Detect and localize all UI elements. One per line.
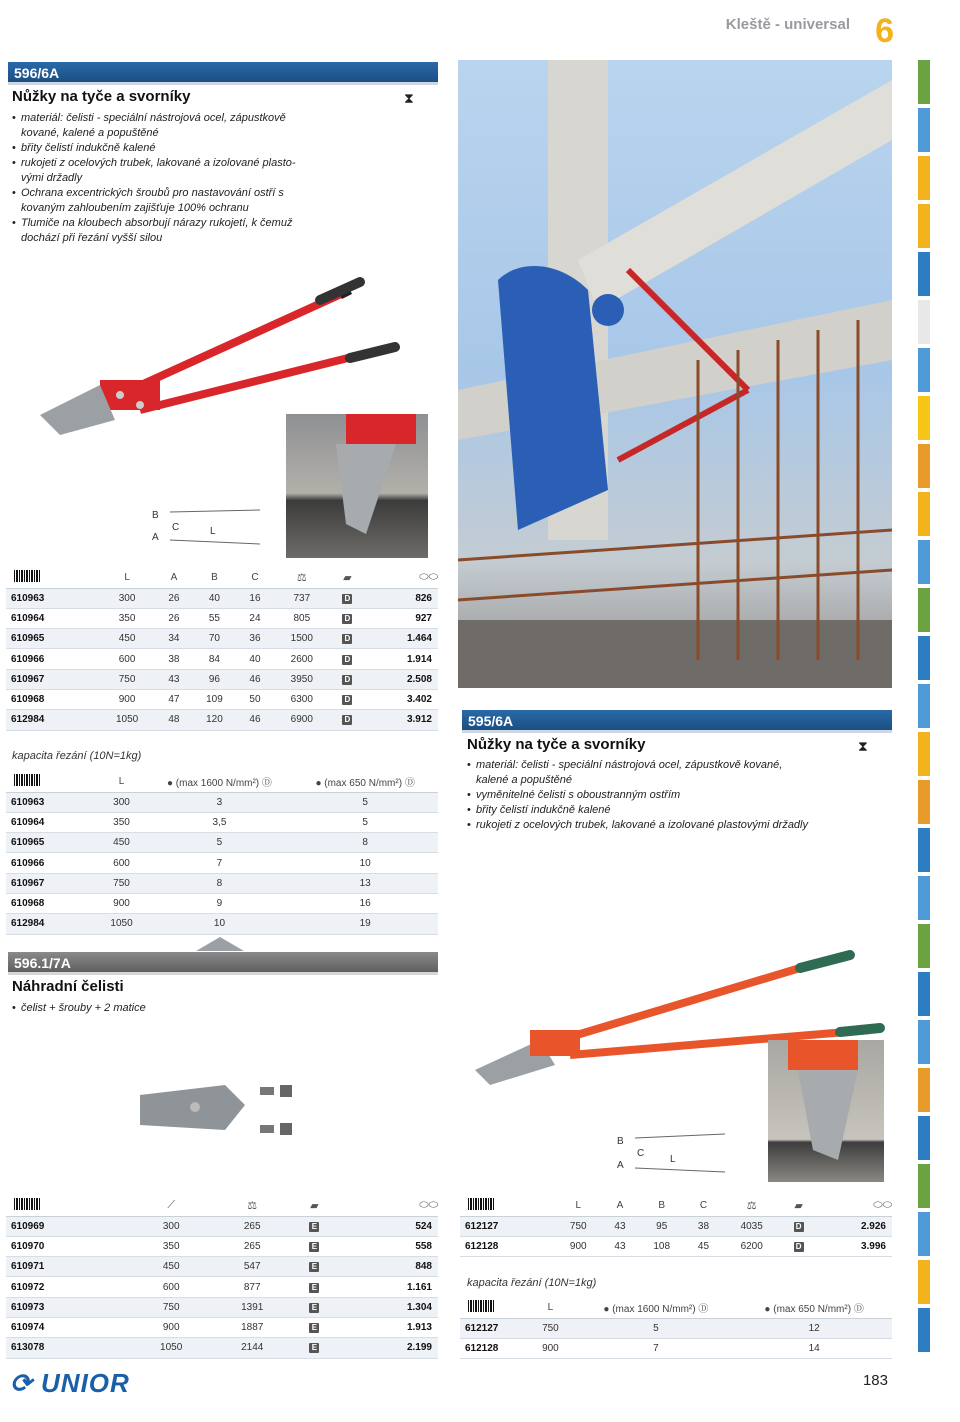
packaging-icon: ▰ (794, 1200, 803, 1213)
table-cell: 2144 (212, 1338, 293, 1358)
price-icon: ⬭⬭ (419, 571, 438, 584)
table-cell: 14 (736, 1338, 892, 1358)
table-row (6, 1236, 438, 1256)
capacity-label: kapacita řezání (10N=1kg) (467, 1277, 597, 1289)
table-cell: 6300 (272, 689, 331, 709)
article-number: 610968 (6, 689, 97, 709)
table-cell: 48 (157, 710, 191, 730)
table-cell: 877 (212, 1277, 293, 1297)
product-code: 596.1/7A (14, 955, 71, 971)
divider-arrow (196, 937, 244, 951)
table-row (6, 1317, 438, 1337)
side-tab[interactable] (918, 684, 930, 728)
table-cell: 750 (96, 873, 146, 893)
svg-text:C: C (637, 1148, 645, 1159)
table-cell: 43 (602, 1236, 637, 1256)
table-cell: 43 (602, 1216, 637, 1236)
product-title: Nůžky na tyče a svorníky (467, 736, 646, 753)
table-row (6, 833, 438, 853)
table-row (6, 669, 438, 689)
side-tab[interactable] (918, 348, 930, 392)
table-cell: 50 (238, 689, 272, 709)
article-number: 610963 (6, 792, 96, 812)
table-cell: 900 (97, 689, 156, 709)
table-row (6, 689, 438, 709)
packaging-code: E (293, 1338, 336, 1358)
table-cell: 46 (238, 710, 272, 730)
price-icon: ⬭⬭ (873, 1199, 892, 1212)
svg-text:B: B (617, 1136, 624, 1147)
table-row (460, 1236, 892, 1256)
packaging-code: D (332, 689, 364, 709)
table-cell: 95 (638, 1216, 686, 1236)
article-number: 610965 (6, 629, 97, 649)
table-cell: 300 (96, 792, 146, 812)
construction-site-photo (458, 60, 892, 688)
side-tab[interactable] (918, 780, 930, 824)
table-cell: 3950 (272, 669, 331, 689)
table-cell: 7 (147, 853, 293, 873)
feature-item: • materiál: čelisti - speciální nástrojová ocel, zápustkově kované, kalené a popuštěné (12, 111, 302, 141)
replacement-jaws-image (135, 1075, 335, 1155)
section-header-596-6a (8, 62, 438, 82)
side-tab[interactable] (918, 588, 930, 632)
article-number: 610966 (6, 649, 97, 669)
product-code: 595/6A (468, 713, 514, 729)
side-tab[interactable] (918, 204, 930, 248)
dimension-diagram (150, 500, 270, 550)
table-row (6, 853, 438, 873)
side-tab[interactable] (918, 636, 930, 680)
table-cell: 5 (292, 812, 438, 832)
table-cell: 24 (238, 608, 272, 628)
table-cell: 6900 (272, 710, 331, 730)
table-cell: 265 (212, 1216, 293, 1236)
side-tab[interactable] (918, 1308, 930, 1352)
packaging-code: D (782, 1216, 815, 1236)
feature-item: • Ochrana excentrických šroubů pro nastavování ostří s kovaným zahloubením zajišťuje 100% ochranu (12, 186, 302, 216)
table-cell: 16 (238, 588, 272, 608)
table-cell: 450 (131, 1257, 212, 1277)
table-cell: 12 (736, 1318, 892, 1338)
cutting-detail-photo (286, 414, 428, 558)
packaging-code: E (293, 1216, 336, 1236)
table-row (6, 914, 438, 934)
table-cell: 600 (131, 1277, 212, 1297)
price-cell: 848 (336, 1257, 438, 1277)
side-tab[interactable] (918, 972, 930, 1016)
packaging-code: D (782, 1236, 815, 1256)
table-row (460, 1318, 892, 1338)
side-tab[interactable] (918, 1116, 930, 1160)
table-cell: 38 (157, 649, 191, 669)
table-row (6, 608, 438, 628)
feature-item: • rukojeti z ocelových trubek, lakované a izolované plastovými držadly (467, 818, 817, 833)
side-tab[interactable] (918, 156, 930, 200)
table-cell: 3 (147, 792, 293, 812)
price-cell: 2.199 (336, 1338, 438, 1358)
feature-list (12, 1001, 302, 1016)
side-tab[interactable] (918, 60, 930, 104)
table-cell: 737 (272, 588, 331, 608)
table-cell: 5 (576, 1318, 737, 1338)
table-cell: 450 (96, 833, 146, 853)
svg-text:L: L (210, 526, 216, 537)
unior-logo-icon: ⟳ (10, 1368, 33, 1398)
price-cell: 524 (336, 1216, 438, 1236)
table-cell: 750 (97, 669, 156, 689)
svg-text:C: C (172, 522, 180, 533)
table-cell: 40 (191, 588, 238, 608)
weight-icon: ⚖ (296, 572, 307, 585)
table-cell: 547 (212, 1257, 293, 1277)
feature-list (467, 758, 817, 833)
table-row (460, 1216, 892, 1236)
table-cell: 47 (157, 689, 191, 709)
table-cell: 96 (191, 669, 238, 689)
article-number: 612127 (460, 1318, 525, 1338)
price-cell: 1.161 (336, 1277, 438, 1297)
table-cell: 46 (238, 669, 272, 689)
table-cell: 45 (686, 1236, 721, 1256)
article-number: 610970 (6, 1236, 131, 1256)
table-cell: 750 (525, 1318, 575, 1338)
side-tab[interactable] (918, 540, 930, 584)
article-number: 610965 (6, 833, 96, 853)
article-number: 610968 (6, 893, 96, 913)
feature-item: • vyměnitelné čelisti s oboustranným ostřím (467, 788, 817, 803)
table-row (6, 873, 438, 893)
side-tab[interactable] (918, 444, 930, 488)
price-cell: 1.913 (336, 1317, 438, 1337)
table-row (6, 792, 438, 812)
table-cell: 1500 (272, 629, 331, 649)
table-cell: 300 (131, 1216, 212, 1236)
article-number: 610969 (6, 1216, 131, 1236)
table-cell: 1887 (212, 1317, 293, 1337)
table-row (6, 1277, 438, 1297)
product-title: Náhradní čelisti (12, 978, 124, 995)
table-cell: 1050 (97, 710, 156, 730)
side-tab[interactable] (918, 732, 930, 776)
article-number: 610963 (6, 588, 97, 608)
table-cell: 900 (131, 1317, 212, 1337)
table-row (6, 1216, 438, 1236)
article-number: 610967 (6, 669, 97, 689)
side-tab[interactable] (918, 1020, 930, 1064)
article-number: 613078 (6, 1338, 131, 1358)
table-cell: 8 (147, 873, 293, 893)
table-cell: 3,5 (147, 812, 293, 832)
table-cell: 805 (272, 608, 331, 628)
table-cell: 1391 (212, 1297, 293, 1317)
article-number: 610973 (6, 1297, 131, 1317)
table-row (6, 710, 438, 730)
table-cell: 26 (157, 608, 191, 628)
table-cell: 10 (147, 914, 293, 934)
packaging-code: E (293, 1317, 336, 1337)
side-tab[interactable] (918, 300, 930, 344)
table-cell: 26 (157, 588, 191, 608)
product-code: 596/6A (14, 65, 60, 81)
table-cell: 6200 (721, 1236, 782, 1256)
table-cell: 600 (97, 649, 156, 669)
side-tab[interactable] (918, 1260, 930, 1304)
table-cell: 900 (96, 893, 146, 913)
cutting-detail-photo-2 (768, 1040, 884, 1182)
article-number: 612128 (460, 1236, 554, 1256)
section-header-596-1-7a (8, 952, 438, 972)
table-cell: 9 (147, 893, 293, 913)
capacity-table-596: L ● (max 1600 N/mm²) Ⓓ ● (max 650 N/mm²) Ⓓ 610963 300 3 5 610964 350 3,5 5 610965 450 5 8 610966 600 7 10 610967 750 8 13 610968 900 9 16 612984 1050 10 19 (6, 772, 438, 935)
article-number: 610967 (6, 873, 96, 893)
weight-icon: ⚖ (247, 1200, 258, 1213)
article-number: 612127 (460, 1216, 554, 1236)
packaging-code: D (332, 649, 364, 669)
spec-table-596-1 (6, 1196, 438, 1359)
table-cell: 16 (292, 893, 438, 913)
packaging-code: D (332, 608, 364, 628)
table-row (6, 588, 438, 608)
side-tab[interactable] (918, 252, 930, 296)
table-row (6, 1257, 438, 1277)
table-cell: 900 (525, 1338, 575, 1358)
price-cell: 1.304 (336, 1297, 438, 1317)
table-row (6, 1338, 438, 1358)
page-number: 183 (862, 1372, 888, 1389)
price-cell: 558 (336, 1236, 438, 1256)
article-number: 612984 (6, 710, 97, 730)
brand-logo: ⟳ UNIOR (10, 1368, 130, 1398)
table-cell: 70 (191, 629, 238, 649)
price-cell: 2.508 (363, 669, 438, 689)
weight-icon: ⚖ (746, 1200, 757, 1213)
dimension-diagram-2 (615, 1128, 735, 1178)
table-cell: 350 (97, 608, 156, 628)
table-row (6, 649, 438, 669)
side-tab[interactable] (918, 1164, 930, 1208)
packaging-code: E (293, 1297, 336, 1317)
packaging-code: D (332, 629, 364, 649)
side-tab[interactable] (918, 492, 930, 536)
price-cell: 826 (363, 588, 438, 608)
table-cell: 10 (292, 853, 438, 873)
article-number: 610964 (6, 812, 96, 832)
table-cell: 265 (212, 1236, 293, 1256)
table-cell: 55 (191, 608, 238, 628)
feature-item: • břity čelistí indukčně kalené (12, 141, 302, 156)
price-cell: 3.402 (363, 689, 438, 709)
table-cell: 8 (292, 833, 438, 853)
packaging-code: D (332, 669, 364, 689)
side-tab[interactable] (918, 1068, 930, 1112)
price-cell: 1.464 (363, 629, 438, 649)
article-number: 612128 (460, 1338, 525, 1358)
table-cell: 5 (147, 833, 293, 853)
spec-table-596: L A B C ⚖ ▰ ⬭⬭ 610963 300 26 40 16 737 D 826 610964 350 26 55 24 805 D 927 610965 450 34 70 36 1500 D 1.464 610966 600 38 84 40 2600 D 1.914 610967 750 43 96 46 3950 D 2.508 610968 900 47 109 50 6300 D 3.402 612984 1050 48 120 46 6900 D 3.912 (6, 568, 438, 731)
table-cell: 38 (686, 1216, 721, 1236)
side-tab[interactable] (918, 828, 930, 872)
table-row (6, 893, 438, 913)
section-header-595-6a (462, 710, 892, 730)
table-cell: 34 (157, 629, 191, 649)
table-cell: 7 (576, 1338, 737, 1358)
table-cell: 19 (292, 914, 438, 934)
table-cell: 750 (554, 1216, 602, 1236)
table-cell: 1050 (131, 1338, 212, 1358)
product-title: Nůžky na tyče a svorníky (12, 88, 191, 105)
table-row (6, 629, 438, 649)
table-cell: 84 (191, 649, 238, 669)
article-number: 610966 (6, 853, 96, 873)
price-cell: 1.914 (363, 649, 438, 669)
packaging-code: D (332, 588, 364, 608)
feature-item: • Tlumiče na kloubech absorbují nárazy rukojetí, k čemuž dochází při řezání vyšší silou (12, 216, 302, 246)
price-cell: 3.996 (815, 1236, 892, 1256)
table-row (6, 812, 438, 832)
side-tab[interactable] (918, 924, 930, 968)
svg-text:A: A (152, 532, 159, 543)
price-cell: 927 (363, 608, 438, 628)
feature-list (12, 111, 302, 246)
packaging-code: E (293, 1257, 336, 1277)
packaging-icon: ▰ (310, 1200, 319, 1213)
side-tab[interactable] (918, 1212, 930, 1256)
price-cell: 2.926 (815, 1216, 892, 1236)
article-number: 610971 (6, 1257, 131, 1277)
hourglass-icon: ⧗ (404, 90, 414, 106)
chapter-number: 6 (875, 12, 894, 50)
table-cell: 1050 (96, 914, 146, 934)
length-icon: ⟋ (167, 1199, 176, 1212)
article-number: 610964 (6, 608, 97, 628)
svg-text:A: A (617, 1160, 624, 1171)
table-cell: 109 (191, 689, 238, 709)
table-cell: 600 (96, 853, 146, 873)
svg-text:L: L (670, 1154, 676, 1165)
article-number: 610972 (6, 1277, 131, 1297)
packaging-code: D (332, 710, 364, 730)
table-cell: 750 (131, 1297, 212, 1317)
article-number: 610974 (6, 1317, 131, 1337)
table-cell: 36 (238, 629, 272, 649)
table-cell: 300 (97, 588, 156, 608)
side-tab[interactable] (918, 876, 930, 920)
table-cell: 350 (131, 1236, 212, 1256)
table-cell: 108 (638, 1236, 686, 1256)
table-cell: 120 (191, 710, 238, 730)
table-cell: 900 (554, 1236, 602, 1256)
feature-item: • rukojeti z ocelových trubek, lakované a izolované plasto-vými držadly (12, 156, 302, 186)
table-cell: 4035 (721, 1216, 782, 1236)
side-tab[interactable] (918, 396, 930, 440)
feature-item: • čelist + šrouby + 2 matice (12, 1001, 302, 1016)
packaging-code: E (293, 1277, 336, 1297)
capacity-label: kapacita řezání (10N=1kg) (12, 750, 142, 762)
article-number: 612984 (6, 914, 96, 934)
side-tab[interactable] (918, 108, 930, 152)
table-row (460, 1338, 892, 1358)
table-cell: 40 (238, 649, 272, 669)
table-cell: 450 (97, 629, 156, 649)
feature-item: • břity čelistí indukčně kalené (467, 803, 817, 818)
table-cell: 2600 (272, 649, 331, 669)
table-row (6, 1297, 438, 1317)
packaging-icon: ▰ (343, 572, 352, 585)
price-icon: ⬭⬭ (419, 1199, 438, 1212)
capacity-table-595: L ● (max 1600 N/mm²) Ⓓ ● (max 650 N/mm²) Ⓓ 612127 750 5 12 612128 900 7 14 (460, 1298, 892, 1359)
table-cell: 5 (292, 792, 438, 812)
spec-table-595: L A B C ⚖ ▰ ⬭⬭ 612127 750 43 95 38 4035 D 2.926 612128 900 43 108 45 6200 D 3.996 (460, 1196, 892, 1257)
svg-text:B: B (152, 510, 159, 521)
category-header: Kleště - universal (725, 16, 850, 33)
packaging-code: E (293, 1236, 336, 1256)
feature-item: • materiál: čelisti - speciální nástrojová ocel, zápustkově kované, kalené a popuštěné (467, 758, 817, 788)
table-cell: 13 (292, 873, 438, 893)
table-cell: 43 (157, 669, 191, 689)
price-cell: 3.912 (363, 710, 438, 730)
table-cell: 350 (96, 812, 146, 832)
hourglass-icon: ⧗ (858, 738, 868, 754)
